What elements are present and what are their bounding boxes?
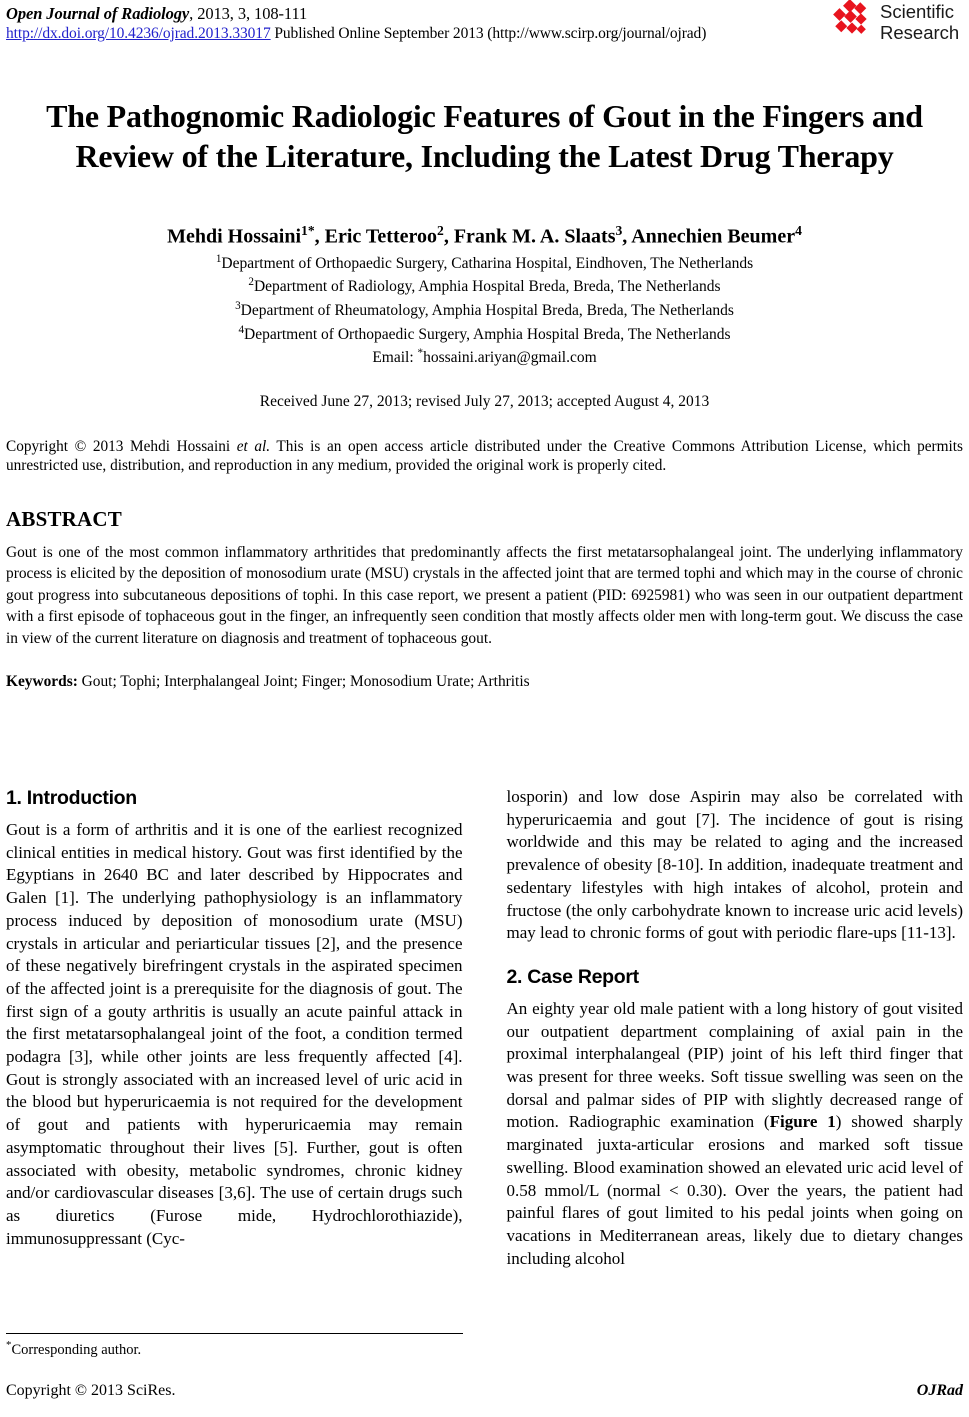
affiliation-sup-4: 4 — [238, 323, 245, 336]
footnote-block — [6, 1324, 463, 1359]
body-columns — [6, 786, 963, 1359]
journal-citation: , 2013, 3, 108-111 — [189, 4, 308, 23]
affiliation-text-2: Department of Radiology, Amphia Hospital Breda, Breda, The Netherlands — [253, 278, 721, 296]
abstract-text: Gout is one of the most common inflammatory arthritides that predominantly affects the first metatarsophalangeal joint. The underlying inflammatory process is elicited by the deposition of monosodium urate (MSU) crystals in the affected joint that are termed tophi and which may in the course of chronic gout progress into subcutaneous depositions of tophi. In this case report, we present a patient (PID: 6925981) who was seen in our outpatient department with a first episode of tophaceous gout in the finger, an infrequently seen condition that mostly affects older men with long-term gout. We discuss the case in view of the current literature on diagnosis and treatment of tophaceous gout. — [6, 543, 963, 647]
author-list — [6, 218, 963, 250]
submission-dates: Received June 27, 2013; revised July 27, 2013; accepted August 4, 2013 — [259, 392, 710, 410]
affiliation-text-1: Department of Orthopaedic Surgery, Catharina Hospital, Eindhoven, The Netherlands — [221, 254, 754, 272]
publisher-logo — [831, 0, 963, 50]
scirp-diamond-logo-icon — [831, 0, 875, 44]
keywords-line — [6, 671, 963, 693]
masthead-doi-line — [6, 24, 963, 43]
affiliation-text-4: Department of Orthopaedic Surgery, Amphia Hospital Breda, The Netherlands — [244, 325, 731, 343]
author-sup-1: 1* — [301, 223, 315, 238]
email-label: Email: — [372, 349, 418, 367]
affiliation-3 — [6, 297, 963, 321]
email-address: hossaini.ariyan@gmail.com — [423, 349, 597, 367]
affiliation-4 — [6, 321, 963, 345]
keywords-text: Gout; Tophi; Interphalangeal Joint; Finger; Monosodium Urate; Arthritis — [77, 673, 530, 691]
author-name-2: Eric Tetteroo — [324, 225, 438, 248]
section-heading-case-report: 2. Case Report — [506, 965, 639, 988]
author-name-1: Mehdi Hossaini — [167, 225, 302, 248]
footer-copyright: Copyright © 2013 SciRes. — [6, 1382, 176, 1399]
introduction-continuation-paragraph: losporin) and low dose Aspirin may also be correlated with hyperuricaemia and gout [7]. The incidence of gout is rising worldwide and this may be related to aging and the increased prevalence of obesity [8-10]. In addition, inadequate treatment and sedentary lifestyles with high intakes of alcohol, protein and fructose (the only carbohydrate known to increase uric acid levels) may lead to chronic forms of gout with periodic flare-ups [11-13]. — [506, 787, 963, 943]
figure-reference: Figure 1 — [769, 1112, 836, 1132]
abstract-heading: ABSTRACT — [6, 506, 122, 531]
affiliation-2 — [6, 273, 963, 297]
footnote-divider — [6, 1333, 463, 1334]
author-sup-2: 2 — [437, 223, 444, 238]
affiliation-1 — [6, 250, 963, 274]
author-sup-4: 4 — [795, 223, 802, 238]
case-report-part-2: ) showed sharply marginated juxta-articular erosions and marked soft tissue swelling. Blood examination showed an elevated uric acid level of 0.58 mmol/L (normal < 0.30). Over the years, the patient had painful flares of gout limited to his pedal joints when going on vacations in Mediterranean areas, likely due to dietary changes including alcohol — [506, 1112, 963, 1268]
corresponding-author-footnote — [6, 1336, 463, 1359]
footer-journal-abbrev: OJRad — [916, 1382, 963, 1399]
masthead-citation-line — [6, 4, 963, 24]
introduction-paragraph: Gout is a form of arthritis and it is one of the earliest recognized clinical entities in medical history. Gout was first identified by the Egyptians in 2640 BC and later described by Hippocrates and Galen [1]. The underlying pathophysiology is an inflammatory process induced by deposition of monosodium urate (MSU) crystals in articular and periarticular tissues [2], and the presence of these negatively birefringent crystals in the aspirated specimen of the affected joint is a prerequisite for the diagnosis of gout. The first sign of a gouty arthritis is usually an acute painful attack in the first metatarsophalangeal joint of the foot, a condition termed podagra [3], while other joints are less frequently affected [4]. Gout is strongly associated with an increased level of uric acid in the blood but hyperuricaemia is not required for the development of gout and patients with hyperuricaemia may remain asymptomatic throughout their lives [5]. Further, gout is often associated with obesity, metabolic syndromes, chronic kidney and/or cardiovascular diseases [3,6]. The use of certain drugs such as diuretics (Furose mide, Hydrochlorothiazide), immunosuppressant (Cyc- — [6, 820, 463, 1248]
author-sep-3: , — [622, 225, 632, 248]
logo-text-scientific: Scientific — [880, 1, 955, 22]
author-sep-2: , — [443, 225, 454, 248]
doi-link[interactable]: http://dx.doi.org/10.4236/ojrad.2013.33017 — [6, 25, 271, 42]
journal-name: Open Journal of Radiology — [6, 4, 190, 23]
affiliation-sup-1: 1 — [215, 252, 222, 265]
footnote-sup: * — [6, 1339, 12, 1352]
keywords-label: Keywords: — [6, 673, 78, 691]
author-name-4: Annechien Beumer — [631, 225, 796, 248]
copyright-part-1: Copyright © 2013 Mehdi Hossaini — [6, 437, 237, 455]
case-report-part-1: An eighty year old male patient with a long history of gout visited our outpatient department complaining of axial pain in the proximal interphalangeal (PIP) joint of his left third finger that was present for three weeks. Soft tissue swelling was seen on the dorsal and palmar sides of PIP with slightly decreased range of motion. Radiographic examination ( — [506, 998, 963, 1132]
author-name-3: Frank M. A. Slaats — [453, 225, 616, 248]
affiliation-sup-2: 2 — [248, 276, 254, 289]
case-report-paragraph — [507, 998, 964, 1270]
copyright-notice — [6, 437, 963, 476]
section-heading-introduction: 1. Introduction — [6, 787, 137, 809]
affiliation-sup-3: 3 — [235, 299, 241, 312]
email-sup: * — [417, 347, 424, 360]
copyright-part-2: This is an open access article distributed under the Creative Commons Attribution License, which permits unrestricted use, distribution, and reproduction in any medium, provided the original work is properly cited. — [6, 437, 963, 475]
page-title: The Pathognomic Radiologic Features of Gout in the Fingers and Review of the Literature, Including the Latest Drug Therapy — [46, 98, 923, 174]
column-left — [6, 786, 463, 1359]
published-online-text: Published Online September 2013 (http://www.scirp.org/journal/ojrad) — [270, 25, 707, 42]
corresponding-email — [6, 344, 963, 368]
masthead — [6, 0, 963, 56]
column-right — [507, 786, 964, 1359]
page-footer — [6, 1381, 963, 1401]
author-sep-1: , — [314, 225, 325, 248]
affiliation-text-3: Department of Rheumatology, Amphia Hospital Breda, Breda, The Netherlands — [240, 302, 734, 320]
copyright-etal: et al. — [236, 437, 271, 455]
logo-text-research: Research — [880, 22, 960, 43]
footnote-text: Corresponding author. — [11, 1342, 142, 1358]
author-sup-3: 3 — [615, 223, 623, 238]
